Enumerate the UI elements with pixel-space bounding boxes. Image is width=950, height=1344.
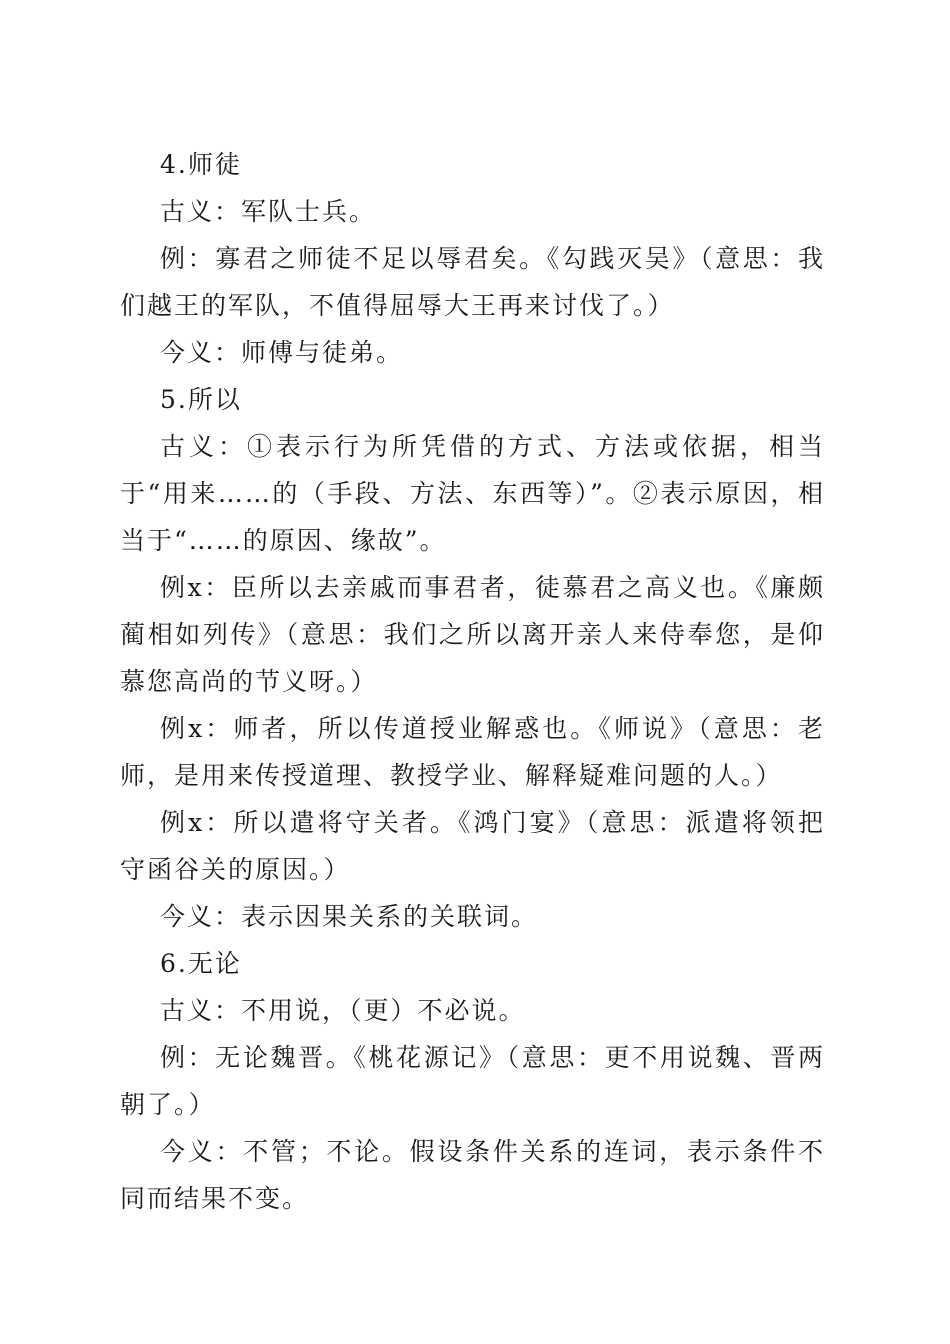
example-suoyi-2: 例x：师者，所以传道授业解惑也。《师说》（意思：老师，是用来传授道理、教授学业、解释疑难问题的人。） [120, 714, 825, 790]
example-wulun: 例：无论魏晋。《桃花源记》（意思：更不用说魏、晋两朝了。） [120, 1043, 825, 1119]
heading-wulun: 6.无论 [160, 949, 242, 978]
example-shitu: 例：寡君之师徒不足以辱君矣。《勾践灭吴》（意思：我们越王的军队，不值得屈辱大王再来讨伐了。） [120, 244, 825, 320]
example-suoyi-1: 例x：臣所以去亲戚而事君者，徒慕君之高义也。《廉颇蔺相如列传》（意思：我们之所以离开亲人来侍奉您，是仰慕您高尚的节义呀。） [120, 573, 825, 696]
ancient-meaning-suoyi: 古义：①表示行为所凭借的方式、方法或依据，相当于“用来……的（手段、方法、东西等）”。②表示原因，相当于“……的原因、缘故”。 [120, 432, 825, 555]
modern-meaning-suoyi: 今义：表示因果关系的关联词。 [160, 902, 539, 931]
heading-shitu: 4.师徒 [160, 150, 242, 179]
modern-meaning-shitu: 今义：师傅与徒弟。 [160, 338, 404, 367]
modern-meaning-wulun: 今义：不管；不论。假设条件关系的连词，表示条件不同而结果不变。 [120, 1137, 825, 1213]
heading-suoyi: 5.所以 [160, 385, 242, 414]
ancient-meaning-wulun: 古义：不用说，（更）不必说。 [160, 996, 526, 1025]
document-body [120, 141, 825, 1222]
ancient-meaning-shitu: 古义：军队士兵。 [160, 197, 377, 226]
example-suoyi-3: 例x：所以遣将守关者。《鸿门宴》（意思：派遣将领把守函谷关的原因。） [120, 808, 825, 884]
